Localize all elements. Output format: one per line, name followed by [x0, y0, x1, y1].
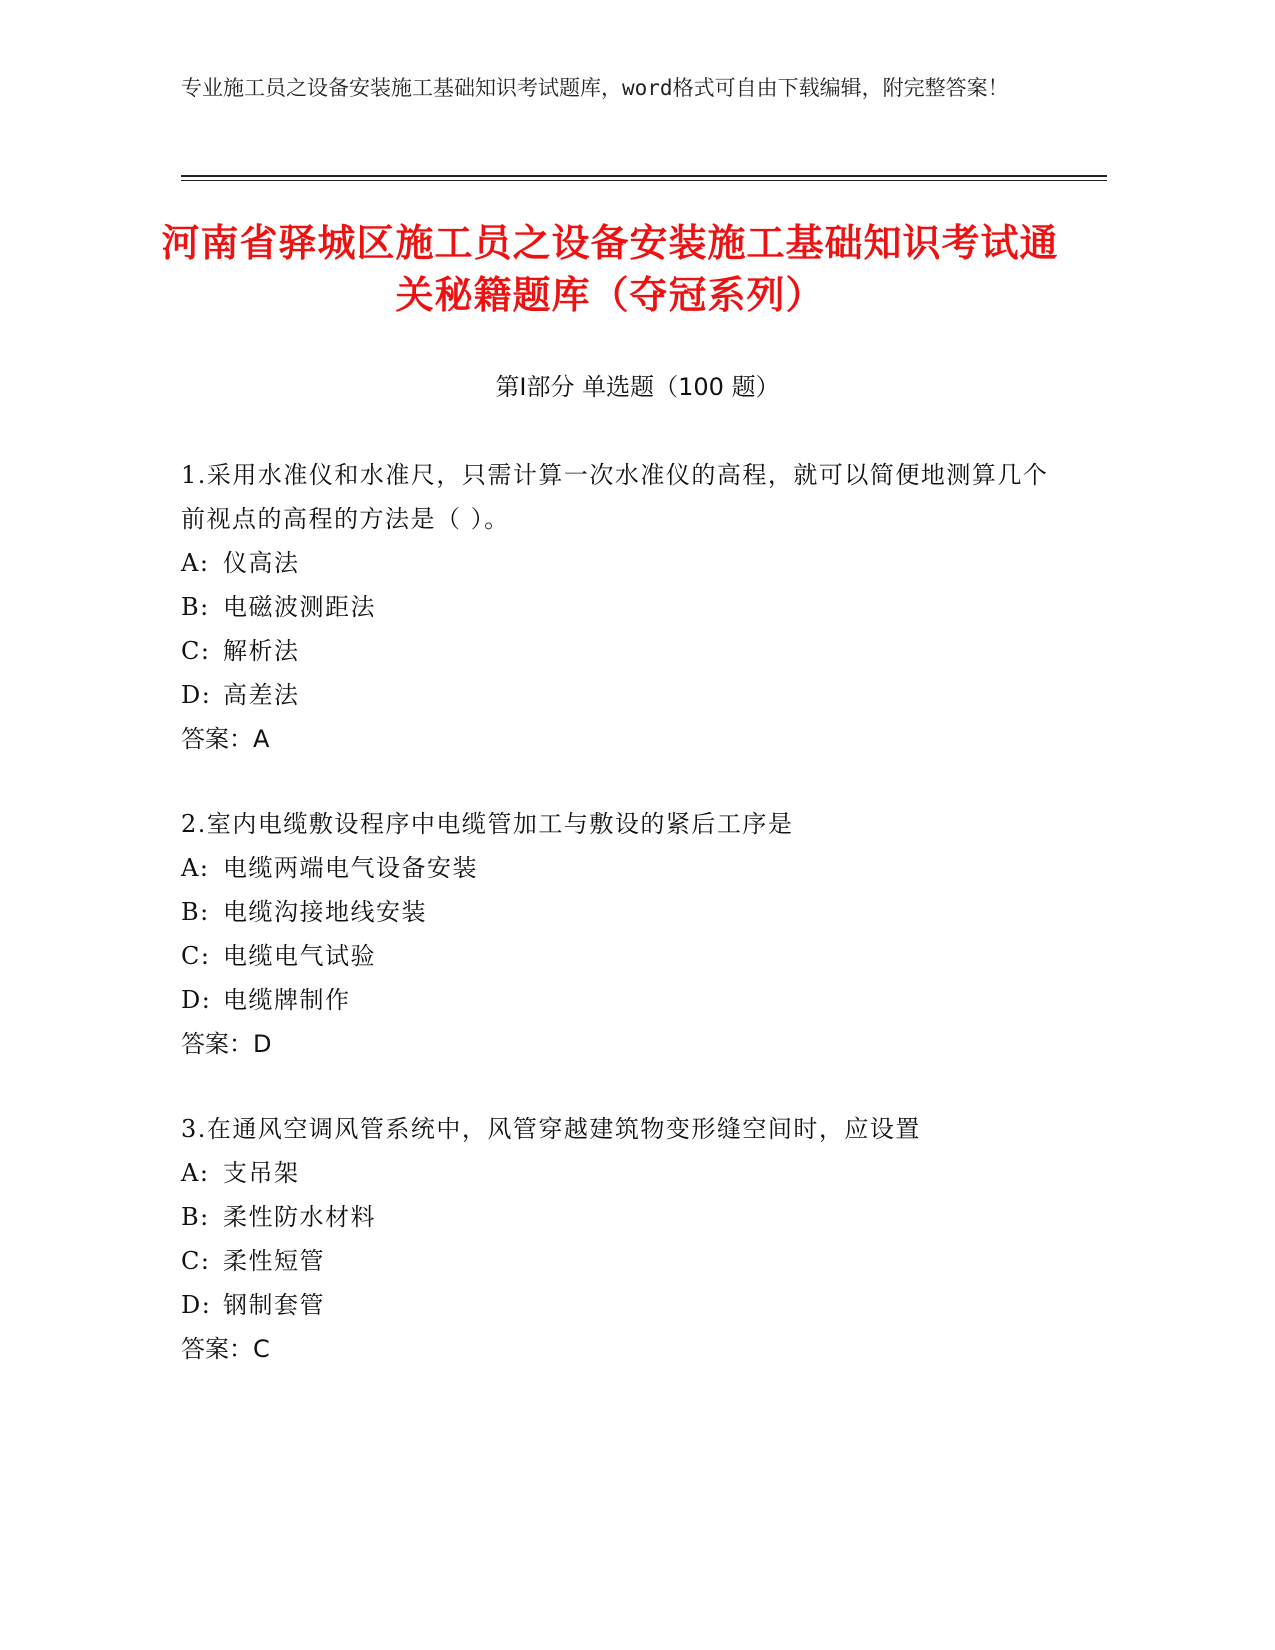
- option-d: [181, 1283, 1061, 1327]
- option-key: C:: [181, 942, 211, 970]
- option-text: 电磁波测距法: [223, 593, 376, 621]
- question-2: [181, 802, 1061, 1066]
- option-c: [181, 934, 1061, 978]
- question-3: [181, 1107, 1061, 1371]
- option-key: D:: [181, 681, 212, 709]
- option-text: 电缆两端电气设备安装: [223, 854, 478, 882]
- option-key: D:: [181, 986, 212, 1014]
- option-key: A:: [181, 854, 210, 882]
- answer-line: 答案：C: [181, 1335, 270, 1363]
- option-c: [181, 629, 1061, 673]
- option-text: 钢制套管: [223, 1291, 325, 1319]
- option-b: [181, 890, 1061, 934]
- option-text: 支吊架: [223, 1159, 300, 1187]
- option-text: 电缆牌制作: [223, 986, 351, 1014]
- section-title: 第Ⅰ部分 单选题（100 题）: [495, 373, 780, 401]
- option-a: [181, 1151, 1061, 1195]
- option-a: [181, 846, 1061, 890]
- option-text: 解析法: [223, 637, 300, 665]
- option-key: A:: [181, 1159, 210, 1187]
- option-key: B:: [181, 593, 210, 621]
- option-key: C:: [181, 637, 211, 665]
- option-d: [181, 673, 1061, 717]
- option-c: [181, 1239, 1061, 1283]
- option-b: [181, 1195, 1061, 1239]
- header-divider-thick: [181, 175, 1107, 177]
- header-divider-thin: [181, 180, 1107, 181]
- option-text: 仪高法: [223, 549, 300, 577]
- option-key: D:: [181, 1291, 212, 1319]
- option-key: C:: [181, 1247, 211, 1275]
- option-key: B:: [181, 898, 210, 926]
- option-a: [181, 541, 1061, 585]
- option-b: [181, 585, 1061, 629]
- option-text: 柔性短管: [223, 1247, 325, 1275]
- option-d: [181, 978, 1061, 1022]
- option-text: 电缆电气试验: [223, 942, 376, 970]
- option-key: B:: [181, 1203, 210, 1231]
- answer-line: 答案：D: [181, 1030, 272, 1058]
- header-note: 专业施工员之设备安装施工基础知识考试题库，word格式可自由下载编辑，附完整答案！: [181, 76, 1009, 100]
- question-stem: 2.室内电缆敷设程序中电缆管加工与敷设的紧后工序是: [181, 810, 794, 838]
- option-text: 高差法: [223, 681, 300, 709]
- question-stem: 1.采用水准仪和水准尺，只需计算一次水准仪的高程，就可以简便地测算几个前视点的高程的方法是（ ）。: [181, 461, 1049, 533]
- question-1: [181, 453, 1061, 761]
- answer-line: 答案：A: [181, 725, 270, 753]
- option-key: A:: [181, 549, 210, 577]
- option-text: 柔性防水材料: [223, 1203, 376, 1231]
- question-stem: 3.在通风空调风管系统中，风管穿越建筑物变形缝空间时，应设置: [181, 1115, 921, 1143]
- document-title: 河南省驿城区施工员之设备安装施工基础知识考试通关秘籍题库（夺冠系列）: [161, 221, 1059, 317]
- option-text: 电缆沟接地线安装: [223, 898, 427, 926]
